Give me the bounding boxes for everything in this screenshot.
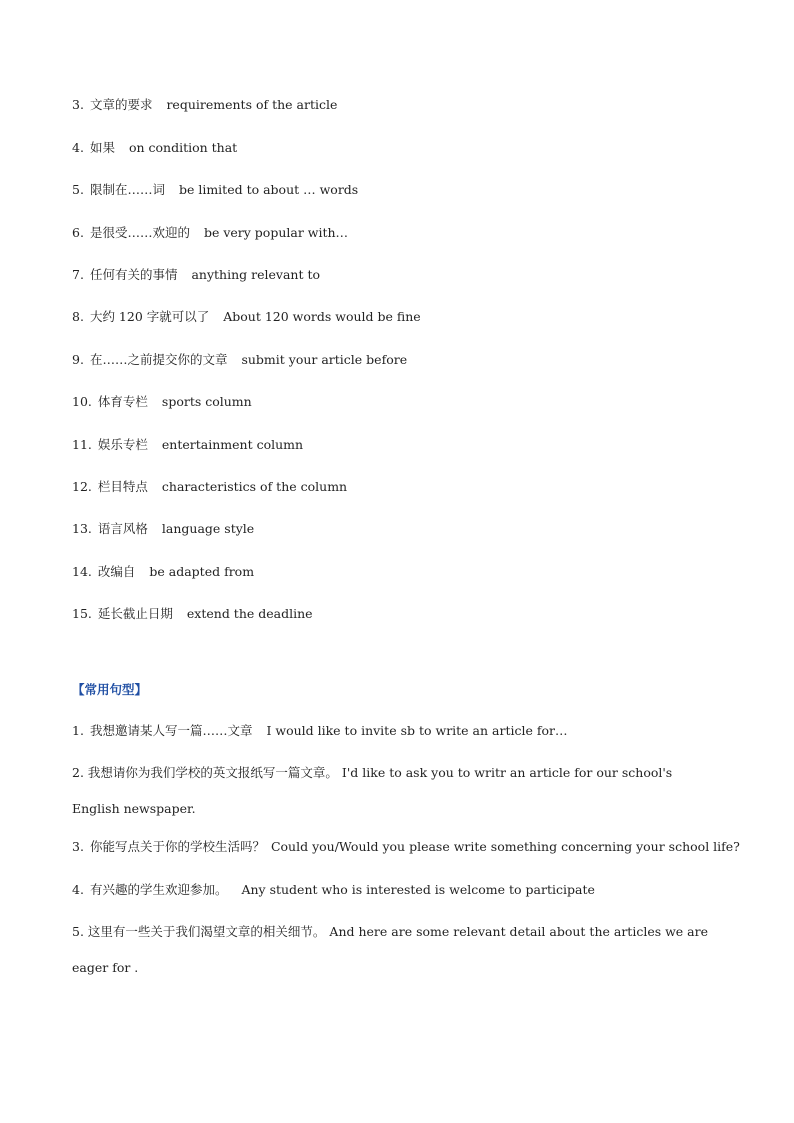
- sentence-item: 1. 我想邀请某人写一篇……文章 I would like to invite sb to write an article for…: [72, 723, 568, 738]
- vocab-item: 6. 是很受……欢迎的 be very popular with…: [72, 225, 349, 240]
- vocab-item: 7. 任何有关的事情 anything relevant to: [72, 267, 320, 282]
- vocab-item: 15. 延长截止日期 extend the deadline: [72, 606, 313, 621]
- sentence-item: 3. 你能写点关于你的学校生活吗？ Could you/Would you please write something concerning your school life?: [72, 839, 740, 854]
- vocab-item: 4. 如果 on condition that: [72, 140, 238, 155]
- vocab-item: 3. 文章的要求 requirements of the article: [72, 97, 338, 112]
- sentence-item: 5. 这里有一些关于我们渴望文章的相关细节。 And here are some relevant detail about the articles we are eager for .: [72, 924, 709, 975]
- vocab-item: 13. 语言风格 language style: [72, 521, 255, 536]
- sentence-item: 2. 我想请你为我们学校的英文报纸写一篇文章。 I'd like to ask you to writr an article for our school's English newspaper.: [72, 765, 673, 816]
- vocab-item: 8. 大约 120 字就可以了 About 120 words would be fine: [72, 309, 421, 324]
- vocab-item: 5. 限制在……词 be limited to about … words: [72, 182, 359, 197]
- section-heading: 【常用句型】: [72, 682, 148, 697]
- vocab-item: 10. 体育专栏 sports column: [72, 394, 252, 409]
- sentence-item: 4. 有兴趣的学生欢迎参加。 Any student who is interested is welcome to participate: [72, 882, 595, 897]
- vocab-item: 12. 栏目特点 characteristics of the column: [72, 479, 348, 494]
- vocab-item: 9. 在……之前提交你的文章 submit your article before: [72, 352, 408, 367]
- vocab-item: 14. 改编自 be adapted from: [72, 564, 255, 579]
- vocab-item: 11. 娱乐专栏 entertainment column: [72, 437, 304, 452]
